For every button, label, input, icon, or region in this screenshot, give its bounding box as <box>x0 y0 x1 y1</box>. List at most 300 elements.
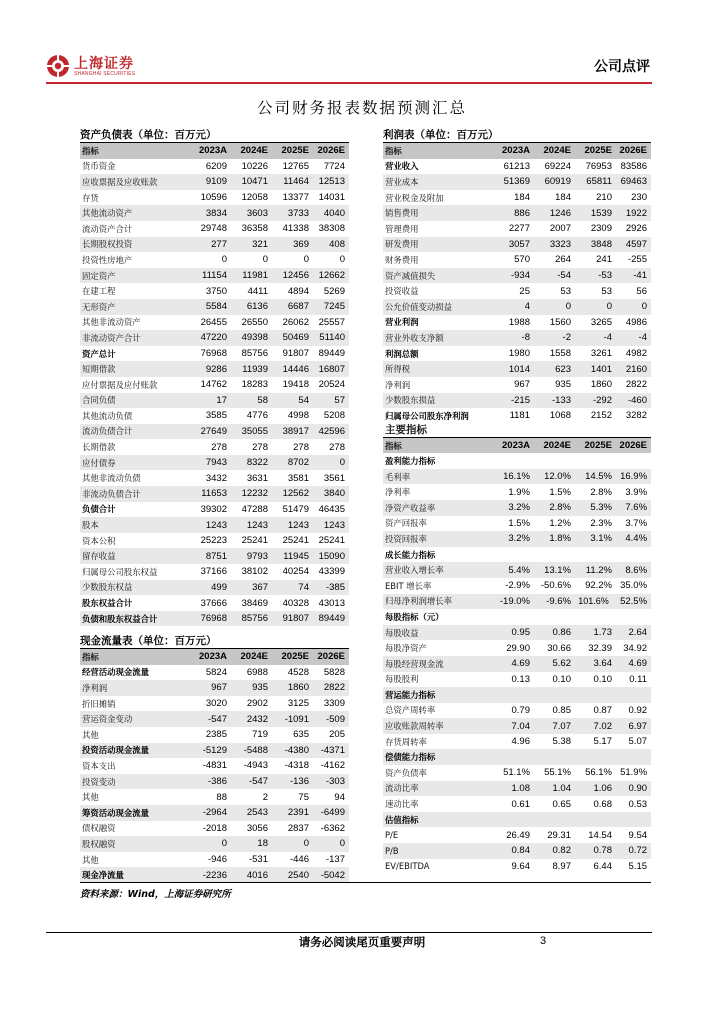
table-row <box>383 299 651 315</box>
cell-value: 1560 <box>549 316 571 328</box>
cell-value: 69224 <box>544 160 571 172</box>
cell-value: -53 <box>575 268 616 284</box>
cell-value: 8702 <box>272 455 313 471</box>
cell-value: 69463 <box>616 174 651 190</box>
cell-value: 4982 <box>625 348 647 360</box>
cell-value: -4318 <box>284 760 309 772</box>
cell-value: 0.10 <box>552 673 571 685</box>
table-row <box>383 205 651 221</box>
cell-value: 0.87 <box>593 704 612 716</box>
cell-value: 2160 <box>616 361 651 377</box>
cell-value: -2236 <box>190 867 231 883</box>
row-label: 债权融资 <box>82 823 116 834</box>
row-label: 货币资金 <box>82 161 116 172</box>
cell-value: -385 <box>313 580 349 596</box>
cell-value: 4986 <box>625 316 647 328</box>
cell-value: 12765 <box>282 160 309 172</box>
data-source-note: 资料来源：Wind，上海证券研究所 <box>80 889 231 900</box>
cell-value: 3848 <box>575 237 616 253</box>
cell-value: 1.06 <box>575 781 616 797</box>
cell-value: 6687 <box>272 299 313 315</box>
cell-value: 5208 <box>323 410 345 422</box>
cell-value: 2837 <box>287 822 309 834</box>
cell-value: 0.84 <box>493 843 534 859</box>
table-row <box>80 455 349 471</box>
cell-value: -2 <box>534 330 575 346</box>
cell-value: 2 <box>262 791 268 803</box>
cell-value: 2902 <box>246 698 268 710</box>
cell-value: 8322 <box>231 455 272 471</box>
cell-value: 1181 <box>509 410 530 422</box>
row-label: 其他流动负债 <box>82 410 133 421</box>
cell-value: 0 <box>272 836 313 852</box>
row-label: 偿债能力指标 <box>383 749 493 765</box>
cell-value: -215 <box>493 393 534 409</box>
row-label: 资产总计 <box>82 348 116 359</box>
row-label: 每股股利 <box>385 674 419 685</box>
cell-value: 2822 <box>313 680 349 696</box>
cell-value: 0 <box>313 455 349 471</box>
cell-value: 18 <box>231 836 272 852</box>
row-label: 成长能力指标 <box>385 549 436 560</box>
cell-value: 27649 <box>190 424 231 440</box>
cell-value: 1860 <box>272 680 313 696</box>
page-header <box>46 52 652 82</box>
cell-value: 2543 <box>231 805 272 821</box>
cell-value: -255 <box>627 254 647 266</box>
source-rule <box>80 882 651 883</box>
cell-value: 2309 <box>590 223 612 235</box>
cell-value: -446 <box>289 854 309 866</box>
cell-value: 2391 <box>272 805 313 821</box>
cell-value: 1068 <box>549 410 571 422</box>
cell-value: 32.39 <box>588 642 612 654</box>
cell-value: 967 <box>190 680 231 696</box>
cell-value: 12662 <box>313 268 349 284</box>
row-label: 归属母公司股东净利润 <box>385 410 469 421</box>
cell-value: 35055 <box>231 424 272 440</box>
row-label: P/E <box>385 830 399 841</box>
cell-value: 1980 <box>508 348 530 360</box>
cell-value <box>616 749 651 765</box>
cell-value: 8.97 <box>552 860 571 872</box>
cell-value: 1243 <box>313 517 349 533</box>
cell-value: 56.1% <box>585 767 612 779</box>
cell-value: 76968 <box>190 611 231 627</box>
cell-value <box>493 453 534 469</box>
column-header-year: 2024E <box>231 143 272 159</box>
cell-value: 0.92 <box>628 704 648 716</box>
cell-value: 5824 <box>205 666 227 678</box>
row-label: 毛利率 <box>383 469 493 485</box>
cell-value: 41338 <box>282 223 309 235</box>
row-label: 存货周转率 <box>385 736 427 747</box>
cell-value: 369 <box>272 237 313 253</box>
table-header-row <box>80 649 349 665</box>
cell-value: 635 <box>293 729 309 741</box>
cell-value: 3.7% <box>625 517 648 529</box>
cell-value: -1091 <box>272 711 313 727</box>
cell-value: 5.15 <box>628 860 648 872</box>
cell-value: 5.62 <box>534 656 575 672</box>
cell-value: 935 <box>555 379 571 391</box>
table-row <box>383 625 651 641</box>
cell-value: 1401 <box>575 361 616 377</box>
row-label: 估值指标 <box>383 812 493 828</box>
cell-value: 7943 <box>190 455 231 471</box>
cell-value: 6988 <box>246 666 268 678</box>
table-row <box>383 812 651 828</box>
table-row <box>80 852 349 868</box>
cell-value: 3261 <box>590 348 612 360</box>
row-label: 营业外收支净额 <box>383 330 493 346</box>
cell-value: 0.79 <box>511 704 530 716</box>
cell-value: -4 <box>575 330 616 346</box>
row-label: 负债合计 <box>82 504 116 515</box>
section-title: 主要指标 <box>383 422 651 438</box>
cell-value: 9.64 <box>511 860 530 872</box>
row-label: 投资性房地产 <box>82 254 133 265</box>
table-row <box>383 672 651 688</box>
cell-value: 30.66 <box>547 642 571 654</box>
cell-value: 2152 <box>590 410 612 422</box>
cell-value: -4162 <box>320 760 345 772</box>
cell-value: 3309 <box>323 698 345 710</box>
cash-flow-title: 现金流量表（单位：百万元） <box>80 635 217 647</box>
table-row <box>80 299 349 315</box>
cell-value: 12058 <box>241 192 268 204</box>
row-label: 存货 <box>82 192 99 203</box>
cell-value: 76968 <box>200 348 227 360</box>
cell-value: 89449 <box>313 611 349 627</box>
cell-value: -2964 <box>190 805 231 821</box>
cell-value <box>616 812 651 828</box>
cell-value: 9.54 <box>628 829 648 841</box>
cell-value: 10471 <box>231 174 272 190</box>
cell-value: 1014 <box>493 361 534 377</box>
cell-value: 4016 <box>231 867 272 883</box>
cell-value: 3840 <box>313 486 349 502</box>
cell-value: 886 <box>493 205 534 221</box>
table-row <box>80 283 349 299</box>
cell-value: 2277 <box>508 223 530 235</box>
table-row <box>80 502 349 518</box>
cell-value: 37666 <box>200 597 227 609</box>
cell-value: 65811 <box>575 174 616 190</box>
row-label: 其他流动资产 <box>80 205 190 221</box>
row-label: 营业税金及附加 <box>385 192 444 203</box>
row-label: 营业成本 <box>383 174 493 190</box>
cell-value <box>534 812 575 828</box>
row-label: 每股净资产 <box>385 643 427 654</box>
cell-value: 92.2% <box>585 580 612 592</box>
table-row <box>383 453 651 469</box>
cell-value: 4 <box>493 299 534 315</box>
cell-value: 0.85 <box>552 704 571 716</box>
table-row <box>383 718 651 734</box>
cell-value: 0.10 <box>593 673 612 685</box>
cell-value: 85756 <box>241 348 268 360</box>
cell-value <box>575 749 616 765</box>
cell-value: 3125 <box>287 698 309 710</box>
cell-value: 3.9% <box>625 486 648 498</box>
row-label: 非流动资产合计 <box>80 330 190 346</box>
column-header-year: 2023A <box>493 143 534 159</box>
cell-value <box>534 453 575 469</box>
cell-value: 5.17 <box>593 736 612 748</box>
cell-value: 0 <box>262 254 268 266</box>
table-row <box>383 330 651 346</box>
cell-value: 61213 <box>503 160 530 172</box>
cell-value: 6.97 <box>616 718 651 734</box>
table-row <box>80 361 349 377</box>
cell-value: 14.5% <box>575 469 616 485</box>
table-row <box>383 781 651 797</box>
column-header-metric: 指标 <box>80 143 190 159</box>
cell-value: -2.9% <box>505 580 530 592</box>
cell-value: 11464 <box>272 174 313 190</box>
table-row <box>383 346 651 362</box>
logo-text-cn: 上海证券 <box>74 56 134 72</box>
cell-value: 101.6% <box>575 594 616 610</box>
table-row <box>383 531 651 547</box>
table-row <box>80 174 349 190</box>
column-header-metric: 指标 <box>80 649 190 665</box>
table-row <box>383 516 651 532</box>
company-logo <box>46 54 166 80</box>
cell-value <box>616 547 651 563</box>
cell-value: 210 <box>596 192 612 204</box>
cell-value: 0.53 <box>628 798 648 810</box>
table-row <box>383 765 651 781</box>
cell-value: 1558 <box>549 348 571 360</box>
cell-value <box>493 687 534 703</box>
cell-value: 5.4% <box>493 562 534 578</box>
cell-value: 25241 <box>241 535 268 547</box>
table-row <box>383 221 651 237</box>
cash-flow-table <box>80 649 349 883</box>
column-header-year: 2025E <box>272 143 313 159</box>
cell-value <box>493 609 534 625</box>
cell-value <box>493 812 534 828</box>
cell-value: 50469 <box>272 330 313 346</box>
cell-value <box>575 812 616 828</box>
row-label: 应付票据及应付账款 <box>82 379 158 390</box>
table-row <box>80 517 349 533</box>
cell-value: 5269 <box>323 285 345 297</box>
row-label: 每股收益 <box>383 625 493 641</box>
cell-value: 0 <box>339 254 345 266</box>
cell-value: 0 <box>534 299 575 315</box>
table-row <box>383 796 651 812</box>
cell-value: 0.82 <box>534 843 575 859</box>
cell-value: 3057 <box>493 237 534 253</box>
cell-value: -509 <box>313 711 349 727</box>
cell-value: 4411 <box>247 285 268 297</box>
cell-value: -5488 <box>231 743 272 759</box>
cell-value: 5.38 <box>552 736 571 748</box>
row-label: 公允价值变动损益 <box>383 299 493 315</box>
cell-value: -946 <box>207 854 227 866</box>
cell-value: 49398 <box>231 330 272 346</box>
cell-value: 29748 <box>200 223 227 235</box>
footer-divider <box>46 932 652 933</box>
cell-value: 38308 <box>318 223 345 235</box>
table-row <box>80 789 349 805</box>
cell-value: 46435 <box>318 503 345 515</box>
row-label: 应收票据及应收账款 <box>80 174 190 190</box>
cell-value: -19.0% <box>493 594 534 610</box>
cell-value: -303 <box>313 774 349 790</box>
row-label: 折旧摊销 <box>82 698 116 709</box>
cell-value: 25241 <box>318 535 345 547</box>
table-row <box>80 696 349 712</box>
row-label: 财务费用 <box>385 254 419 265</box>
cell-value: 38102 <box>241 566 268 578</box>
cell-value: 38469 <box>241 597 268 609</box>
cell-value: 12513 <box>313 174 349 190</box>
column-header-year: 2025E <box>575 438 616 454</box>
row-label: 流动比率 <box>383 781 493 797</box>
cell-value: 26062 <box>282 316 309 328</box>
cell-value: 29.90 <box>506 642 530 654</box>
cell-value: 6136 <box>231 299 272 315</box>
cell-value: -5042 <box>313 867 349 883</box>
cell-value: 3733 <box>272 205 313 221</box>
row-label: 其他 <box>82 792 99 803</box>
cell-value: 278 <box>293 441 309 453</box>
table-row <box>383 159 651 175</box>
cell-value: 6209 <box>205 160 227 172</box>
cell-value: 4040 <box>313 205 349 221</box>
cell-value: 3585 <box>205 410 227 422</box>
row-label: 净利润 <box>385 379 411 390</box>
cell-value: 11945 <box>272 548 313 564</box>
cell-value: 51.1% <box>503 767 530 779</box>
balance-sheet-title: 资产负债表（单位：百万元） <box>80 129 217 141</box>
cell-value <box>616 609 651 625</box>
cell-value: 25223 <box>200 535 227 547</box>
cell-value: -386 <box>190 774 231 790</box>
table-row <box>383 500 651 516</box>
column-header-year: 2026E <box>313 649 349 665</box>
header-divider <box>46 82 652 84</box>
cell-value: 5.3% <box>575 500 616 516</box>
table-row <box>80 595 349 611</box>
row-label: 在建工程 <box>82 286 116 297</box>
cell-value: 2822 <box>625 379 647 391</box>
cell-value: 25241 <box>282 535 309 547</box>
row-label: 少数股东损益 <box>383 393 493 409</box>
cell-value: 4894 <box>287 285 309 297</box>
table-row <box>80 727 349 743</box>
cell-value: 3561 <box>323 472 345 484</box>
table-row <box>80 470 349 486</box>
cell-value: -5129 <box>190 743 231 759</box>
table-row <box>383 174 651 190</box>
cell-value: 7724 <box>323 160 345 172</box>
row-label: 流动负债合计 <box>80 424 190 440</box>
cell-value: -8 <box>493 330 534 346</box>
page-number: 3 <box>540 935 547 947</box>
cell-value: 54 <box>272 393 313 409</box>
row-label: 归属母公司股东权益 <box>82 566 158 577</box>
row-label: 营业收入增长率 <box>383 562 493 578</box>
row-label: 应收账款周转率 <box>383 718 493 734</box>
cell-value: 5.07 <box>628 736 648 748</box>
cell-value: 1.5% <box>508 517 530 529</box>
table-row <box>80 680 349 696</box>
cell-value: -4371 <box>313 743 349 759</box>
cell-value: 0.72 <box>616 843 651 859</box>
cell-value: -6499 <box>313 805 349 821</box>
table-row <box>383 283 651 299</box>
income-statement-title: 利润表（单位：百万元） <box>383 129 499 141</box>
logo-text-en: SHANGHAI SECURITIES <box>74 71 136 77</box>
cell-value: 14031 <box>318 192 345 204</box>
cell-value: 3265 <box>590 316 612 328</box>
cell-value: 3750 <box>205 285 227 297</box>
table-row <box>383 703 651 719</box>
cell-value: 14446 <box>272 361 313 377</box>
cell-value: 3.1% <box>575 531 616 547</box>
row-label: 合同负债 <box>80 393 190 409</box>
column-header-year: 2023A <box>190 649 231 665</box>
cell-value <box>534 609 575 625</box>
row-label: EBIT 增长率 <box>385 580 432 591</box>
table-row <box>80 424 349 440</box>
table-row <box>80 758 349 774</box>
cell-value: 14762 <box>200 379 227 391</box>
table-row <box>383 190 651 206</box>
row-label: 净资产收益率 <box>383 500 493 516</box>
table-row <box>80 665 349 681</box>
cell-value: 8751 <box>190 548 231 564</box>
cell-value: 1.5% <box>549 486 571 498</box>
cell-value: 35.0% <box>620 580 648 592</box>
cell-value: 9109 <box>190 174 231 190</box>
cell-value: -460 <box>616 393 651 409</box>
cell-value: 43013 <box>318 597 345 609</box>
cell-value: 3323 <box>534 237 575 253</box>
table-row <box>383 268 651 284</box>
cell-value: 3603 <box>231 205 272 221</box>
cell-value: 1.08 <box>493 781 534 797</box>
cell-value: 36358 <box>241 223 268 235</box>
cell-value: 3056 <box>246 822 268 834</box>
cell-value: -9.6% <box>534 594 575 610</box>
cell-value: 88 <box>216 791 227 803</box>
row-label: 每股经营现金流 <box>383 656 493 672</box>
cell-value: 1860 <box>590 379 612 391</box>
cell-value <box>616 687 651 703</box>
row-label: 股权融资 <box>80 836 190 852</box>
row-label: 无形资产 <box>80 299 190 315</box>
table-row <box>383 578 651 594</box>
cell-value: 3834 <box>190 205 231 221</box>
row-label: 投资回报率 <box>383 531 493 547</box>
table-row <box>80 408 349 424</box>
cell-value: 16.1% <box>493 469 534 485</box>
row-label: 现金净流量 <box>80 867 190 883</box>
row-label: 其他非流动资产 <box>82 317 141 328</box>
cell-value: 13377 <box>282 192 309 204</box>
cell-value: 12562 <box>272 486 313 502</box>
cell-value: 26550 <box>241 316 268 328</box>
table-header-row <box>383 143 651 159</box>
row-label: 其他非流动负债 <box>82 473 141 484</box>
table-row <box>80 330 349 346</box>
